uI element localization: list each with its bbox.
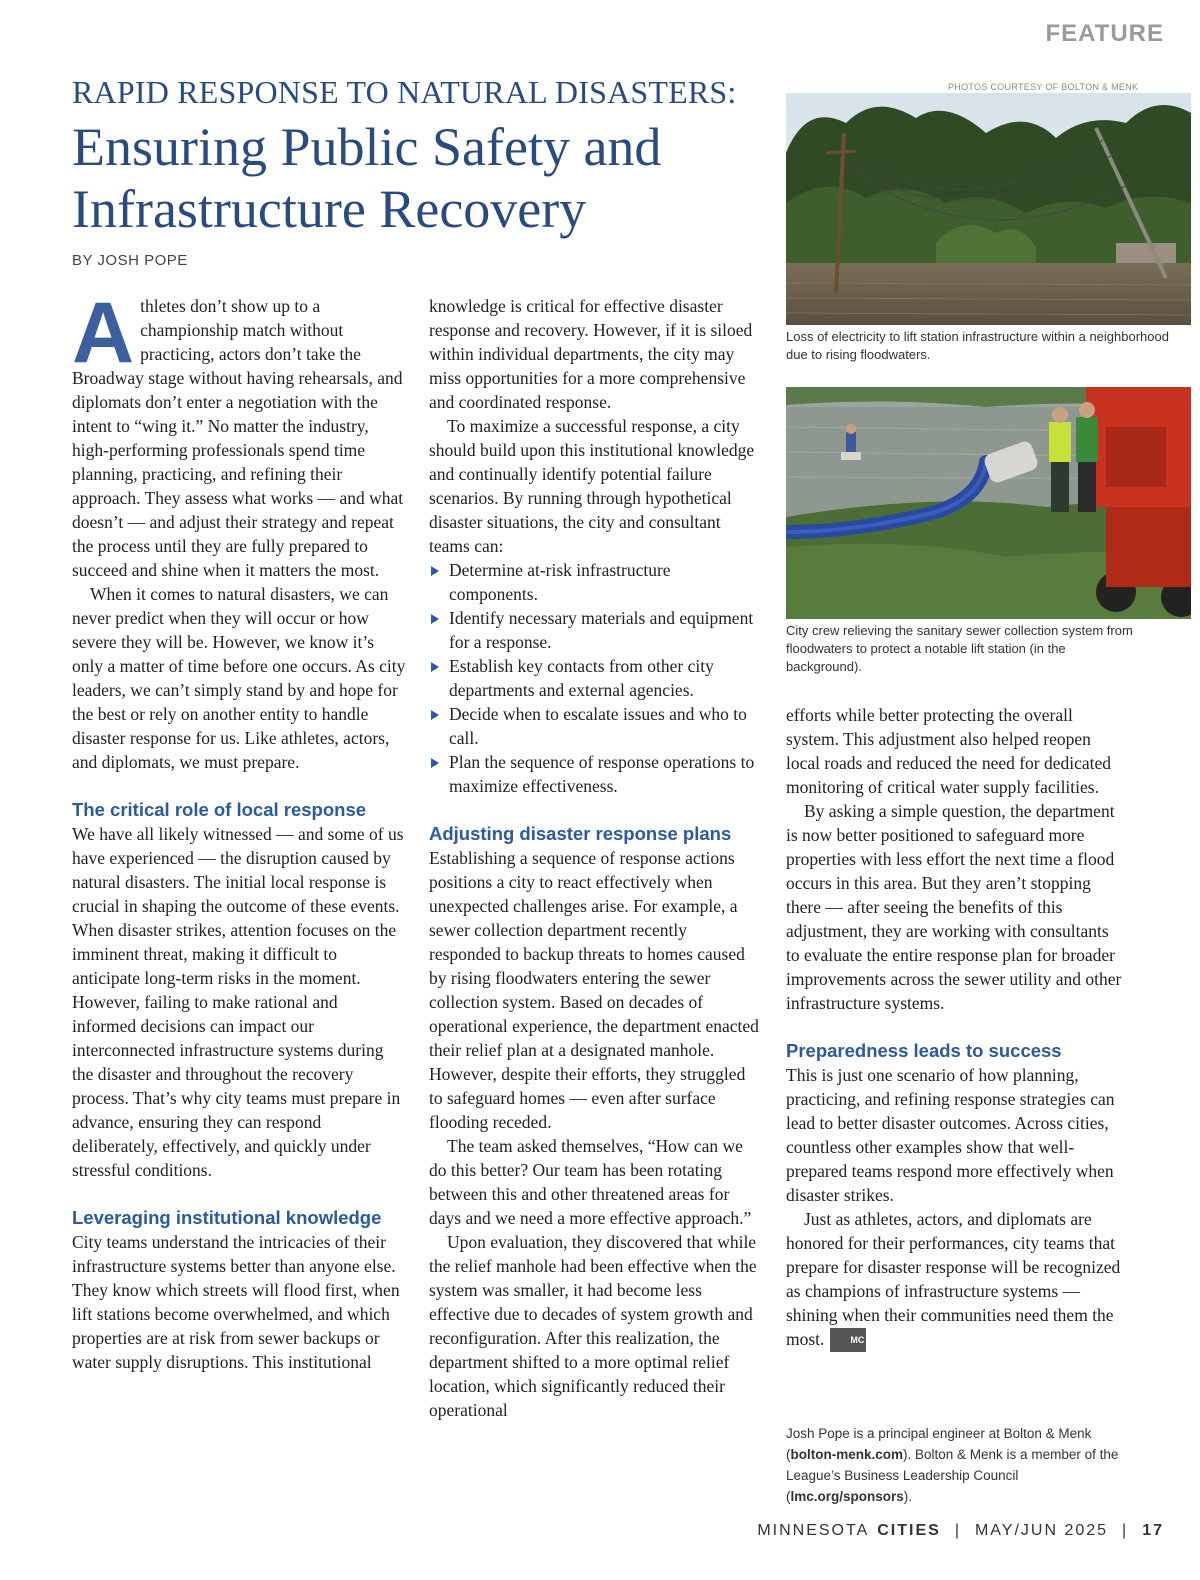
section-heading-institutional-knowledge: Leveraging institutional knowledge bbox=[72, 1207, 382, 1228]
bullet-list bbox=[429, 558, 761, 798]
efforts-paragraph: efforts while better protecting the overall system. This adjustment also helped reopen local roads and reduced the need for dedicated monitoring of critical water supply facilities. bbox=[786, 705, 1112, 797]
closing-text: Just as athletes, actors, and diplomats are honored for their performances, city teams that prepare for disaster response will be recognized as champions of infrastructure systems — shining when their communities need them the most. bbox=[786, 1209, 1121, 1349]
column-1 bbox=[72, 285, 406, 1374]
local-response-paragraph: We have all likely witnessed — and some of us have experienced — the disruption caused by natural disasters. The initial local response is crucial in shaping the outcome of these events. When disaster strikes, attention focuses on the imminent threat, making it difficult to anticipate long-term risks in the moment. However, failing to make rational and informed decisions can impact our interconnected infrastructure systems during the disaster and throughout the recovery process. That’s why city teams must prepare in advance, ensuring they can respond deliberately, effectively, and quickly under stressful conditions. bbox=[72, 824, 404, 1180]
byline: BY JOSH POPE bbox=[72, 252, 188, 269]
end-mark-icon: MC bbox=[830, 1328, 866, 1352]
photo-caption-2: City crew relieving the sanitary sewer collection system from floodwaters to protect a notable lift station (in the background). bbox=[786, 623, 1133, 674]
magazine-prefix: MINNESOTA bbox=[757, 1522, 870, 1539]
knowledge-paragraph: knowledge is critical for effective disaster response and recovery. However, if it is siloed within individual departments, the city may miss opportunities for a more comprehensive and coordinated response. bbox=[429, 296, 753, 412]
institutional-knowledge-paragraph: City teams understand the intricacies of their infrastructure systems better than anyone else. They know which streets will flood first, when lift stations become overwhelmed, and which properties are at risk from sewer backups or water supply disruptions. This institutional bbox=[72, 1232, 400, 1372]
adjusting-paragraph-2: The team asked themselves, “How can we do this better? Our team has been rotating between this and other threatened areas for days and we need a more effective approach.” bbox=[429, 1136, 752, 1228]
page-footer: MINNESOTA CITIES | MAY/JUN 2025 | 17 bbox=[757, 1522, 1164, 1539]
bullet-item: Plan the sequence of response operations to maximize effectiveness. bbox=[429, 750, 761, 798]
issue-date: MAY/JUN 2025 bbox=[974, 1522, 1109, 1539]
adjusting-paragraph-3: Upon evaluation, they discovered that while the relief manhole had been effective when the system was smaller, it had become less effective due to decades of system growth and reconfiguration. After this realization, the department shifted to a more optimal relief location, which significantly reduced their operational bbox=[429, 1232, 757, 1420]
simple-question-paragraph: By asking a simple question, the department is now better positioned to safeguard more properties with less effort the next time a flood occurs in this area. But they aren’t stopping there — after seeing the benefits of this adjustment, they are working with consultants to evaluate the entire response plan for broader improvements across the sewer utility and other infrastructure systems. bbox=[786, 801, 1122, 1013]
maximize-paragraph: To maximize a successful response, a city should build upon this institutional knowledge and continually identify potential failure scenarios. By running through hypothetical disaster situations, the city and consultant teams can: bbox=[429, 416, 755, 556]
section-heading-local-response: The critical role of local response bbox=[72, 799, 367, 820]
article-title: Ensuring Public Safety and Infrastructure Recovery bbox=[72, 117, 662, 239]
photo-credit: PHOTOS COURTESY OF BOLTON & MENK bbox=[948, 82, 1139, 92]
bolton-menk-link[interactable]: bolton-menk.com bbox=[790, 1447, 904, 1462]
photo-caption-1: Loss of electricity to lift station infrastructure within a neighborhood due to rising floodwaters. bbox=[786, 329, 1169, 362]
bullet-item: Decide when to escalate issues and who to call. bbox=[429, 702, 761, 750]
section-heading-preparedness: Preparedness leads to success bbox=[786, 1040, 1062, 1061]
preparedness-paragraph-1: This is just one scenario of how planning, practicing, and refining response strategies can lead to better disaster outcomes. Across cities, countless other examples show that well-prepared teams respond more effectively when disaster strikes. bbox=[786, 1065, 1115, 1205]
intro-paragraph-1: thletes don’t show up to a championship match without practicing, actors don’t take the Broadway stage without having rehearsals, and diplomats don’t enter a negotiation with the intent to “wing it.” No matter the industry, high-performing professionals spend time planning, practicing, and refining their approach. They assess what works — and what doesn’t — and adjust their strategy and repeat the process until they are fully prepared to succeed and shine when it matters the most. bbox=[72, 296, 404, 580]
adjusting-paragraph-1: Establishing a sequence of response actions positions a city to react effectively when unexpected challenges arise. For example, a sewer collection department recently responded to backup threats to homes caused by rising floodwaters entering the sewer collection system. Based on decades of operational experience, the department enacted their relief plan at a designated manhole. However, despite their efforts, they struggled to safeguard homes — even after surface flooding receded. bbox=[429, 848, 759, 1132]
article-kicker: RAPID RESPONSE TO NATURAL DISASTERS: bbox=[72, 74, 737, 110]
lmc-sponsors-link[interactable]: lmc.org/sponsors bbox=[790, 1489, 904, 1504]
bullet-item: Determine at-risk infrastructure components. bbox=[429, 558, 761, 606]
page-number: 17 bbox=[1142, 1522, 1164, 1539]
column-3 bbox=[786, 703, 1126, 1352]
magazine-name: CITIES bbox=[877, 1522, 941, 1539]
column-2 bbox=[429, 294, 761, 1422]
section-heading-adjusting-plans: Adjusting disaster response plans bbox=[429, 823, 732, 844]
flood-photo bbox=[786, 93, 1191, 325]
bullet-item: Identify necessary materials and equipment for a response. bbox=[429, 606, 761, 654]
intro-paragraph-2: When it comes to natural disasters, we can never predict when they will occur or how severe they will be. However, we know it’s only a matter of time before one occurs. As city leaders, we can’t simply stand by and hope for the best or rely on another entity to handle disaster response for us. Like athletes, actors, and diplomats, we must prepare. bbox=[72, 584, 406, 772]
pump-photo bbox=[786, 387, 1191, 619]
preparedness-paragraph-2 bbox=[786, 1207, 1126, 1352]
bullet-item: Establish key contacts from other city departments and external agencies. bbox=[429, 654, 761, 702]
drop-cap: A bbox=[72, 285, 135, 381]
section-label: FEATURE bbox=[1045, 20, 1164, 47]
author-bio: Josh Pope is a principal engineer at Bolton & Menk (bolton-menk.com). Bolton & Menk is a member of the League’s Business Leadership Council (lmc.org/sponsors). bbox=[786, 1426, 1119, 1504]
